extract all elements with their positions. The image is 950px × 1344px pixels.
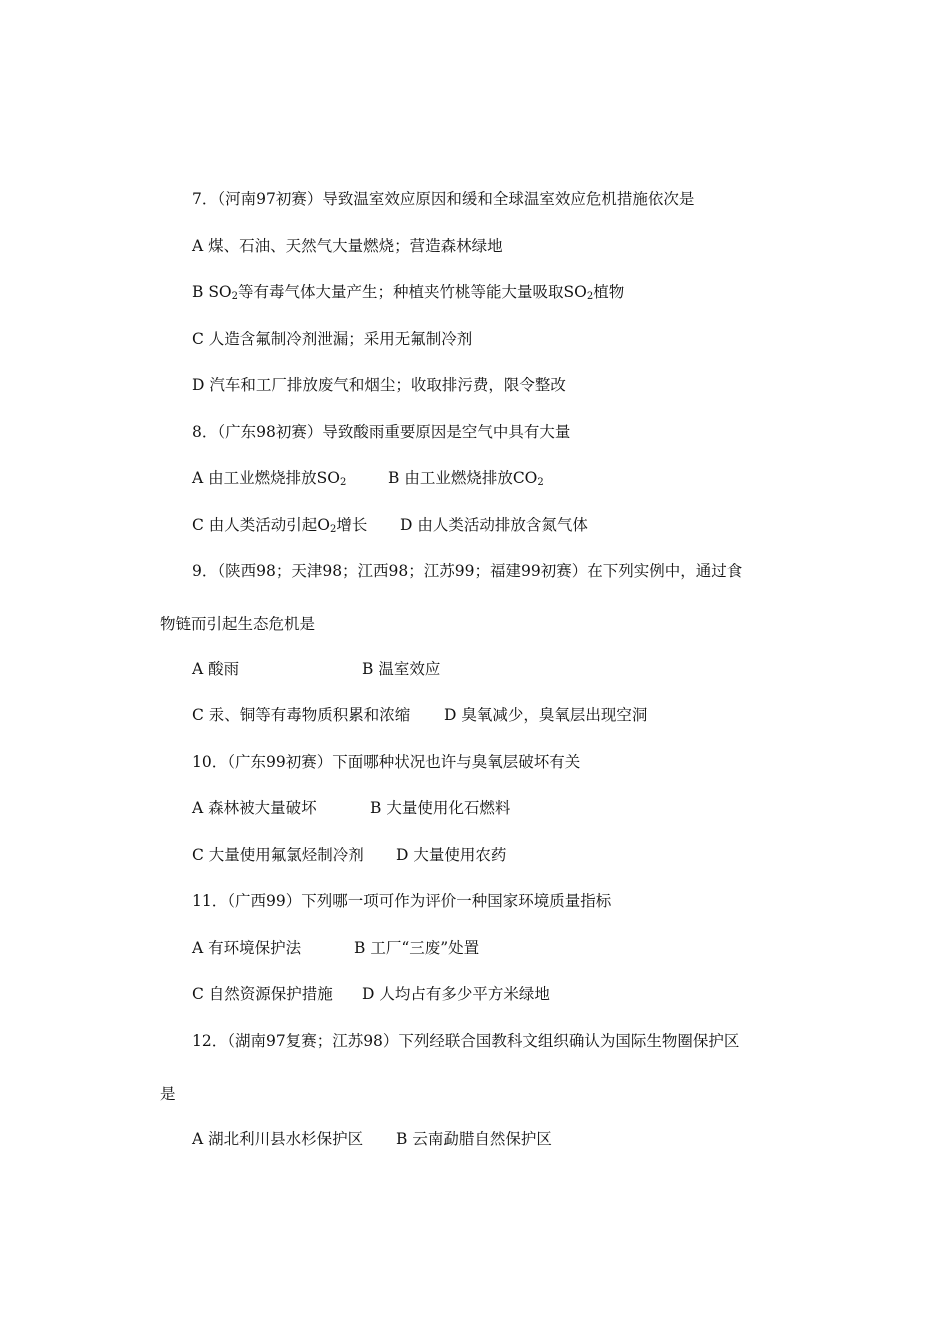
question-10-option-d: D 大量使用农药 (396, 846, 507, 864)
question-8-option-b (388, 468, 544, 488)
text-run: B 由工业燃烧排放CO (388, 469, 538, 487)
question-7-option-c: C 人造含氟制冷剂泄漏；采用无氟制冷剂 (192, 330, 473, 348)
question-8-option-a (192, 468, 346, 488)
question-9-stem-line1: 9．（陕西98；天津98；江西98；江苏99；福建99初赛）在下列实例中，通过食 (192, 562, 743, 580)
question-12-option-b: B 云南勐腊自然保护区 (396, 1130, 552, 1148)
question-8-stem: 8．（广东98初赛）导致酸雨重要原因是空气中具有大量 (192, 423, 571, 441)
question-9-option-a: A 酸雨 (192, 660, 240, 678)
question-9-option-b: B 温室效应 (362, 660, 441, 678)
text-run: C 由人类活动引起O (192, 516, 330, 534)
question-8-option-d: D 由人类活动排放含氮气体 (400, 516, 588, 534)
question-10-option-b: B 大量使用化石燃料 (370, 799, 511, 817)
question-7-option-b (192, 282, 624, 302)
question-9-stem-line2: 物链而引起生态危机是 (160, 615, 316, 633)
text-run: 等有毒气体大量产生；种植夹竹桃等能大量吸取SO (238, 283, 587, 301)
question-10-stem: 10．（广东99初赛）下面哪种状况也许与臭氧层破坏有关 (192, 753, 581, 771)
question-12-stem-line1: 12．（湖南97复赛；江苏98）下列经联合国教科文组织确认为国际生物圈保护区 (192, 1032, 740, 1050)
question-12-stem-line2: 是 (160, 1085, 176, 1103)
question-9-option-d: D 臭氧减少，臭氧层出现空洞 (444, 706, 648, 724)
subscript: 2 (339, 477, 347, 488)
subscript: 2 (537, 477, 544, 488)
question-11-option-b: B 工厂“三废”处置 (354, 939, 480, 957)
question-8-option-c (192, 515, 367, 535)
question-7-stem: 7．（河南97初赛）导致温室效应原因和缓和全球温室效应危机措施依次是 (192, 190, 695, 208)
text-run: A 由工业燃烧排放SO (192, 469, 340, 487)
question-10-option-c: C 大量使用氟氯烃制冷剂 (192, 846, 364, 864)
question-7-option-d: D 汽车和工厂排放废气和烟尘；收取排污费，限令整改 (192, 376, 566, 394)
question-9-option-c: C 汞、铜等有毒物质积累和浓缩 (192, 706, 411, 724)
question-11-option-a: A 有环境保护法 (192, 939, 302, 957)
text-run: B SO (192, 283, 232, 301)
question-12-option-a: A 湖北利川县水杉保护区 (192, 1130, 364, 1148)
question-11-stem: 11．（广西99）下列哪一项可作为评价一种国家环境质量指标 (192, 892, 612, 910)
subscript: 2 (586, 291, 594, 302)
text-run: 增长 (336, 516, 368, 534)
subscript: 2 (231, 291, 239, 302)
question-11-option-c: C 自然资源保护措施 (192, 985, 333, 1003)
text-run: 植物 (593, 283, 625, 301)
question-11-option-d: D 人均占有多少平方米绿地 (362, 985, 550, 1003)
subscript: 2 (330, 524, 337, 535)
question-7-option-a: A 煤、石油、天然气大量燃烧；营造森林绿地 (192, 237, 503, 255)
question-10-option-a: A 森林被大量破坏 (192, 799, 317, 817)
